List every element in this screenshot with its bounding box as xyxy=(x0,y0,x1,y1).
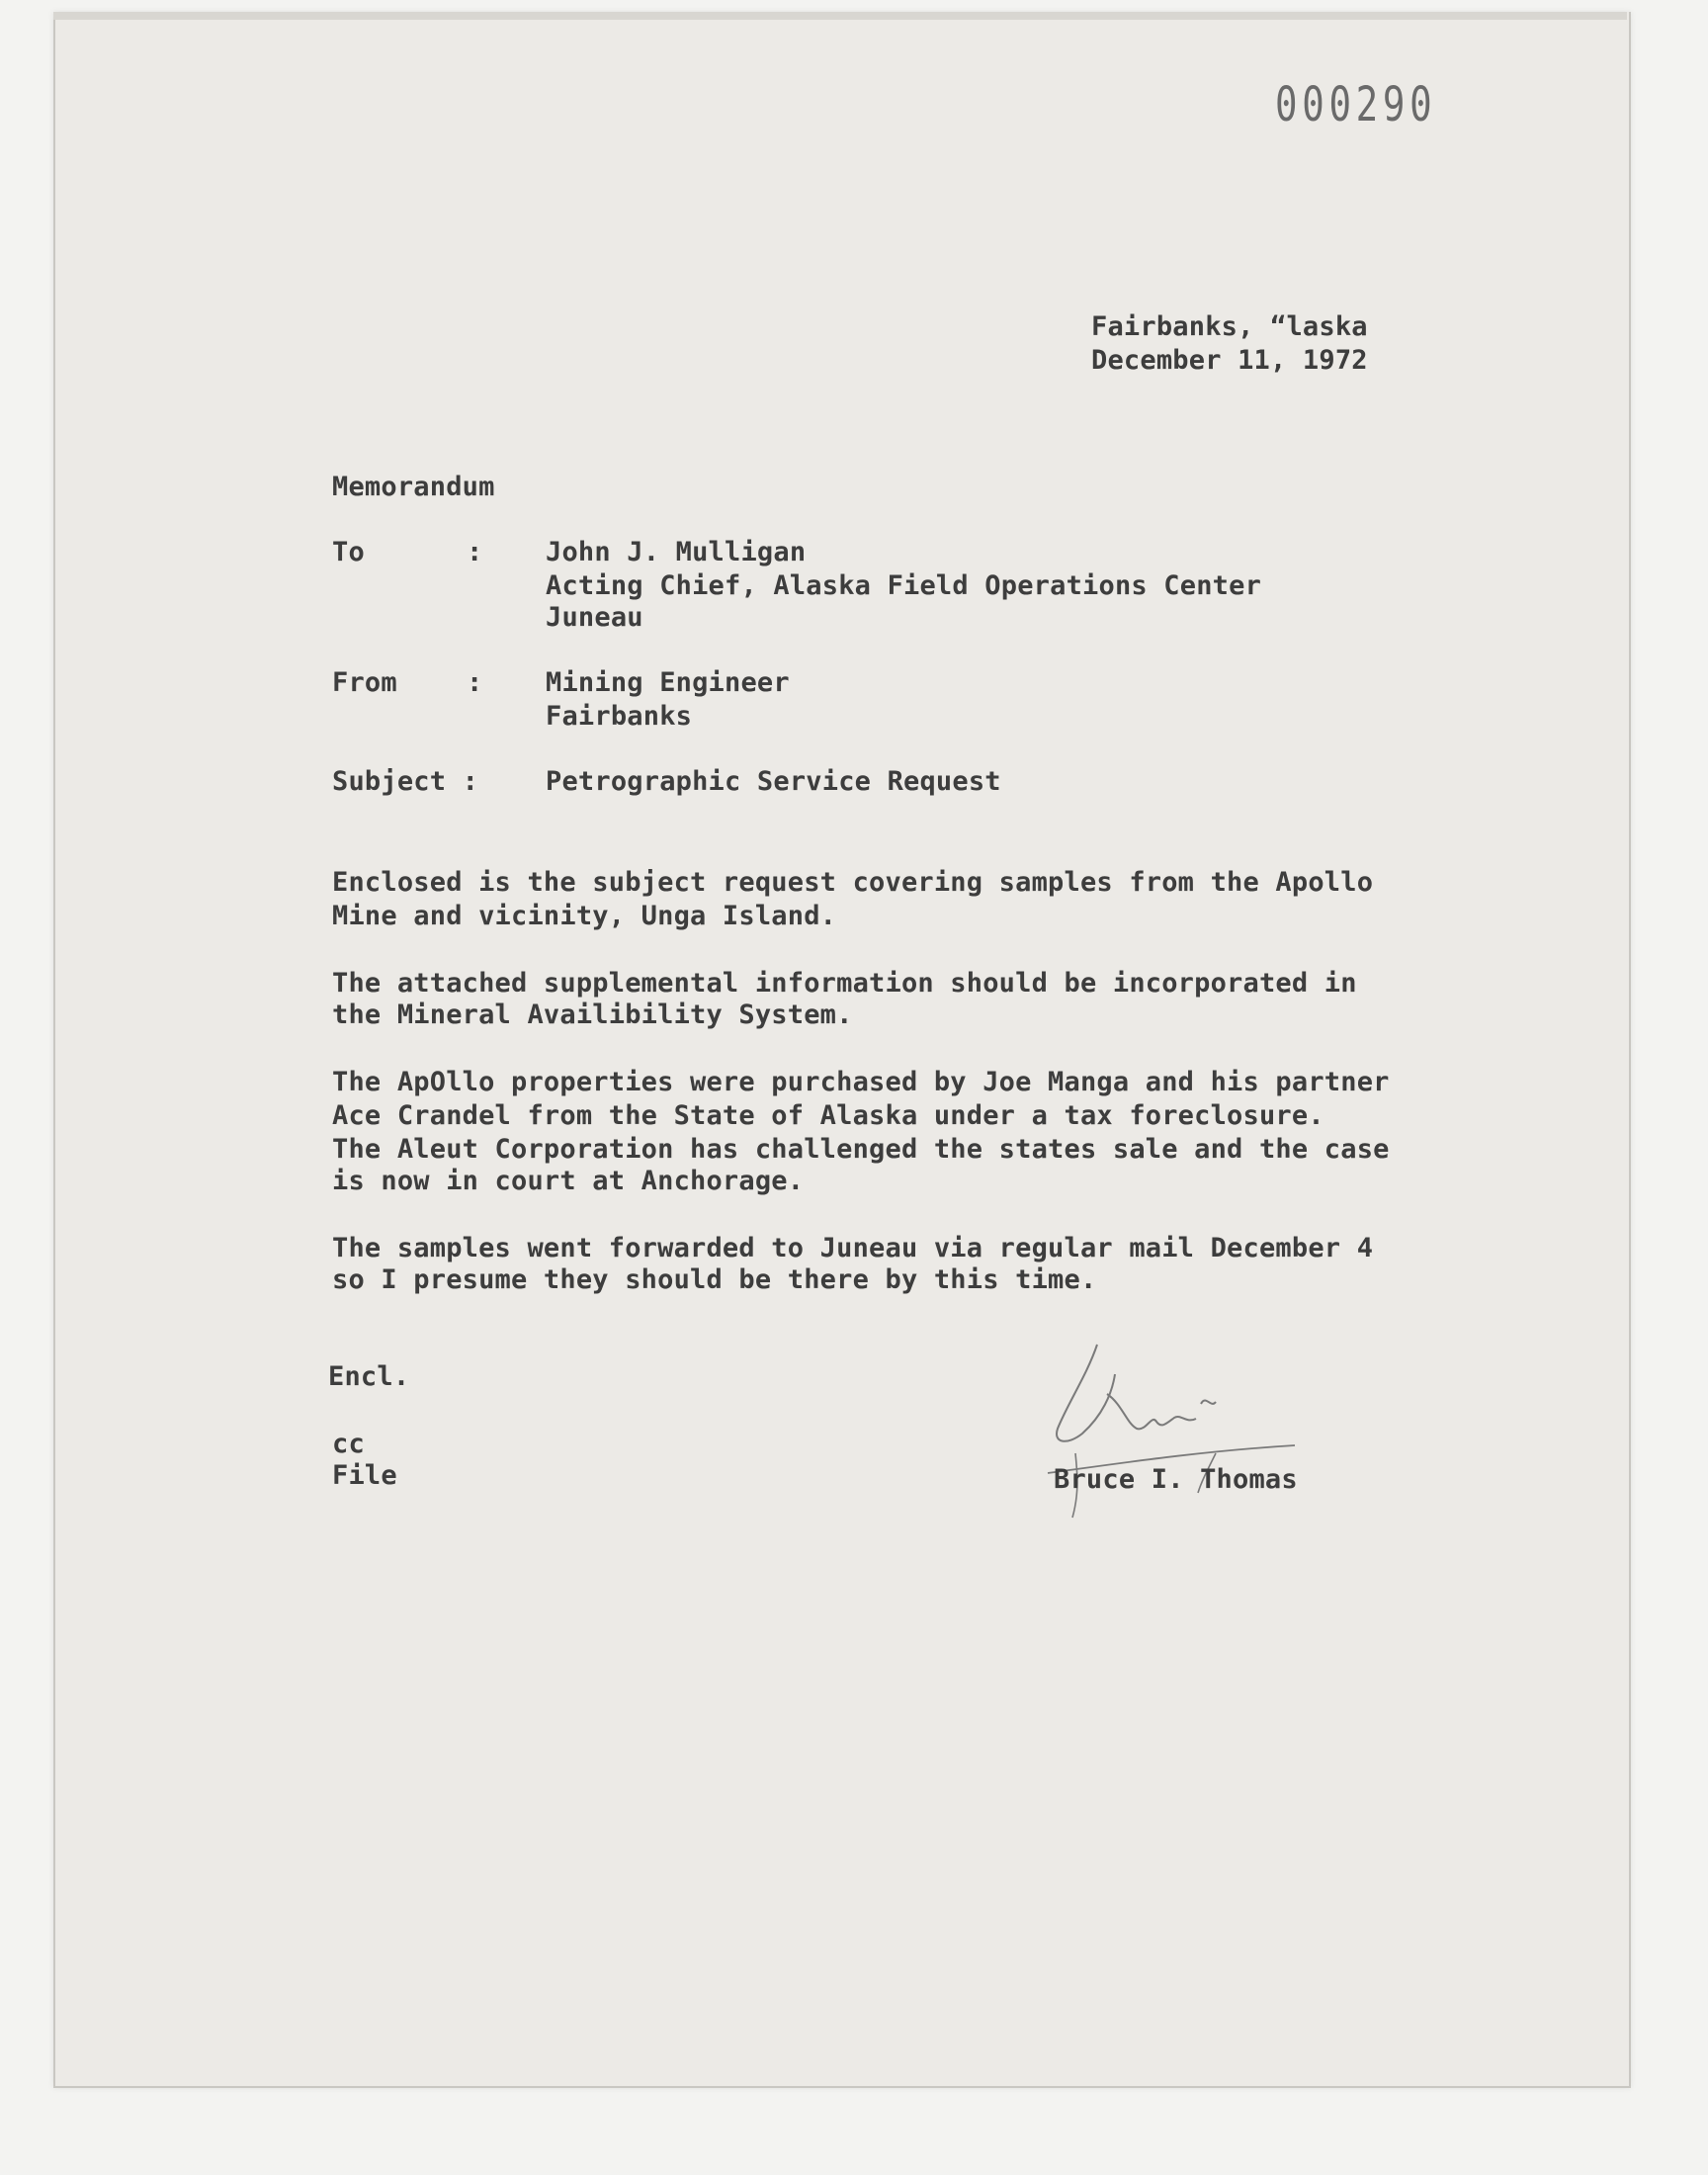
body-p3-line1: The ApOllo properties were purchased by Joe Manga and his partner xyxy=(332,1067,1390,1097)
from-title: Mining Engineer xyxy=(546,667,790,698)
body-p4-line1: The samples went forwarded to Juneau via regular mail December 4 xyxy=(332,1233,1374,1263)
memo-label: Memorandum xyxy=(332,472,495,502)
subject-text: Petrographic Service Request xyxy=(546,766,1001,797)
cc-file: File xyxy=(332,1460,397,1491)
body-p2-line2: the Mineral Availibility System. xyxy=(332,1000,853,1030)
body-p3-line4: is now in court at Anchorage. xyxy=(332,1166,805,1196)
header-location: Fairbanks, “laska xyxy=(1091,311,1368,342)
cc-label: cc xyxy=(332,1429,365,1459)
body-p3-line2: Ace Crandel from the State of Alaska under a tax foreclosure. xyxy=(332,1100,1324,1131)
body-p4-line2: so I presume they should be there by this time. xyxy=(332,1264,1097,1295)
header-date: December 11, 1972 xyxy=(1091,345,1368,376)
from-label: From xyxy=(332,667,397,698)
to-title: Acting Chief, Alaska Field Operations Center xyxy=(546,570,1262,601)
from-place: Fairbanks xyxy=(546,701,693,732)
document-number: 000290 xyxy=(1275,77,1437,132)
signer-name: Bruce I. Thomas xyxy=(1054,1464,1298,1495)
from-colon: : xyxy=(467,667,483,698)
body-p3-line3: The Aleut Corporation has challenged the states sale and the case xyxy=(332,1134,1390,1165)
to-place: Juneau xyxy=(546,602,643,633)
subject-label: Subject : xyxy=(332,766,479,797)
to-name: John J. Mulligan xyxy=(546,537,807,567)
document-page xyxy=(53,12,1631,2088)
to-label: To xyxy=(332,537,365,567)
body-p2-line1: The attached supplemental information should be incorporated in xyxy=(332,968,1357,999)
to-colon: : xyxy=(467,537,483,567)
page-top-edge xyxy=(53,12,1627,20)
enclosure-label: Encl. xyxy=(328,1361,410,1392)
body-p1-line2: Mine and vicinity, Unga Island. xyxy=(332,901,837,931)
body-p1-line1: Enclosed is the subject request covering samples from the Apollo xyxy=(332,867,1374,898)
